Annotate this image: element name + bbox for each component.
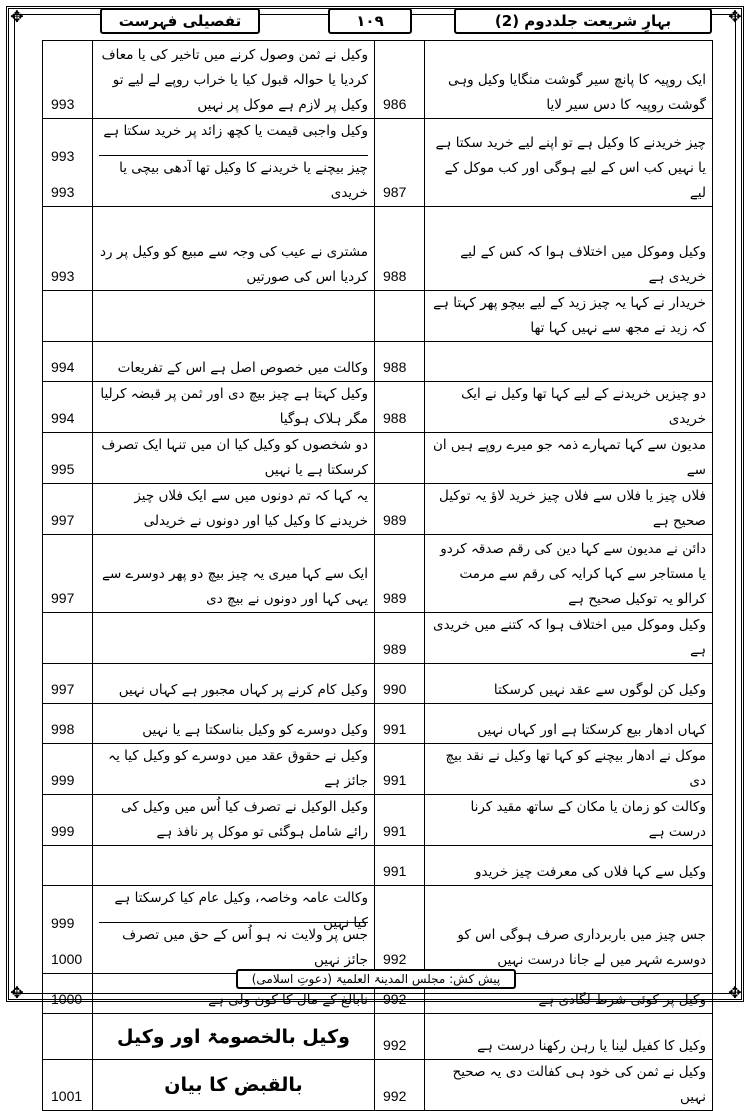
footer-publisher: پیش کش: مجلس المدینۃ العلمیۃ (دعوتِ اسلامی): [236, 969, 517, 989]
right-page-number: 992: [375, 1014, 425, 1060]
right-topic: وکیل کن لوگوں سے عقد نہیں کرسکتا: [425, 664, 713, 704]
left-page-number: 993: [51, 148, 75, 164]
left-topic: [93, 119, 375, 207]
left-page-number: 993: [43, 41, 93, 119]
left-page-number: 1000: [43, 974, 93, 1014]
corner-ornament-icon: ✥: [728, 983, 742, 1002]
right-page-number: 991: [375, 795, 425, 846]
section-heading: وکیل بالخصومۃ اور وکیل: [93, 1014, 375, 1060]
table-row: [43, 886, 713, 974]
left-topic: [93, 613, 375, 664]
left-topic: یہ کہا کہ تم دونوں میں سے ایک فلاں چیز خریدنے کا وکیل کیا اور دونوں نے خریدلی: [93, 484, 375, 535]
left-page-number: [43, 886, 93, 974]
left-page-number: [43, 119, 93, 207]
right-page-number: 986: [375, 41, 425, 119]
page-number: ۱۰۹: [328, 8, 412, 34]
right-topic: خریدار نے کہا یہ چیز زید کے لیے بیچو پھر کہتا ہے کہ زید نے مجھ سے نہیں کہا تھا: [425, 291, 713, 342]
left-page-number: 997: [43, 484, 93, 535]
table-row: [43, 613, 713, 664]
left-topic: [93, 291, 375, 342]
left-topic: وکالت میں خصوص اصل ہے اس کے تفریعات: [93, 342, 375, 382]
table-row: [43, 207, 713, 291]
table-row: [43, 535, 713, 613]
left-topic: وکالت عامہ وخاصہ، وکیل عام کیا کرسکتا ہے کیا نہیں: [99, 886, 368, 923]
left-page-number: 994: [43, 382, 93, 433]
right-topic: چیز خریدنے کا وکیل ہے تو اپنے لیے خرید سکتا ہے یا نہیں کب اس کے لیے ہوگی اور کب موکل کے لیے: [425, 119, 713, 207]
right-page-number: [375, 291, 425, 342]
table-row: [43, 342, 713, 382]
right-page-number: 989: [375, 613, 425, 664]
table-row: [43, 704, 713, 744]
right-page-number: 992: [375, 886, 425, 974]
left-page-number: [43, 846, 93, 886]
left-page-number: 997: [43, 535, 93, 613]
table-row: [43, 433, 713, 484]
left-topic: وکیل واجبی قیمت یا کچھ زائد پر خرید سکتا ہے: [99, 119, 368, 156]
table-row: [43, 795, 713, 846]
table-row: [43, 484, 713, 535]
left-page-number: [43, 613, 93, 664]
page-header: [40, 6, 712, 36]
right-topic: کہاں ادھار بیع کرسکتا ہے اور کہاں نہیں: [425, 704, 713, 744]
left-page-number: 997: [43, 664, 93, 704]
right-page-number: 991: [375, 704, 425, 744]
table-row: [43, 41, 713, 119]
right-page-number: 987: [375, 119, 425, 207]
left-page-number: 1000: [51, 951, 83, 967]
left-page-number: 995: [43, 433, 93, 484]
left-topic: دو شخصوں کو وکیل کیا ان میں تنہا ایک تصرف کرسکتا ہے یا نہیں: [93, 433, 375, 484]
corner-ornament-icon: ✥: [728, 7, 742, 26]
right-topic: دو چیزیں خریدنے کے لیے کہا تھا وکیل نے ایک خریدی: [425, 382, 713, 433]
left-page-number: 999: [43, 795, 93, 846]
right-topic: جس چیز میں باربرداری صرف ہوگی اس کو دوسرے شہر میں لے جانا درست نہیں: [425, 886, 713, 974]
right-page-number: 989: [375, 535, 425, 613]
right-page-number: 991: [375, 846, 425, 886]
right-topic: وکیل سے کہا فلاں کی معرفت چیز خریدو: [425, 846, 713, 886]
right-topic: دائن نے مدیون سے کہا دین کی رقم صدقہ کردو یا مستاجر سے کہا کرایہ کی رقم سے مرمت کرالو یہ توکیل صحیح ہے: [425, 535, 713, 613]
left-page-number: 993: [51, 184, 75, 200]
left-page-number: 993: [43, 207, 93, 291]
right-topic: [425, 342, 713, 382]
index-table: [42, 40, 713, 1111]
left-topic: وکیل کام کرنے پر کہاں مجبور ہے کہاں نہیں: [93, 664, 375, 704]
right-topic: وکیل پر کوئی شرط لگادی ہے: [425, 974, 713, 1014]
left-topic: نابالغ کے مال کا کون ولی ہے: [93, 974, 375, 1014]
right-page-number: 988: [375, 382, 425, 433]
left-topic: [93, 846, 375, 886]
left-page-number: 1001: [43, 1060, 93, 1111]
left-topic: جس پر ولایت نہ ہو اُس کے حق میں تصرف جائز نہیں: [122, 927, 368, 968]
page-footer: [0, 968, 752, 989]
right-topic: وکیل وموکل میں اختلاف ہوا کہ کتنے میں خریدی ہے: [425, 613, 713, 664]
corner-ornament-icon: ✥: [10, 983, 24, 1002]
table-row: [43, 1060, 713, 1111]
right-topic: وکیل نے ثمن کی خود ہی کفالت دی یہ صحیح نہیں: [425, 1060, 713, 1111]
left-page-number: [43, 291, 93, 342]
table-row: [43, 291, 713, 342]
right-page-number: 990: [375, 664, 425, 704]
left-page-number: 994: [43, 342, 93, 382]
right-page-number: [375, 433, 425, 484]
left-page-number: [43, 1014, 93, 1060]
left-topic: چیز بیچنے یا خریدنے کا وکیل تھا آدھی بیچی یا خریدی: [119, 160, 368, 201]
left-topic: وکیل نے ثمن وصول کرنے میں تاخیر کی یا معاف کردیا یا حوالہ قبول کیا یا خراب روپے لے لیے تو وکیل پر لازم ہے موکل پر نہیں: [93, 41, 375, 119]
table-row: [43, 664, 713, 704]
right-topic: فلاں چیز یا فلاں سے فلاں چیز خرید لاؤ یہ توکیل صحیح ہے: [425, 484, 713, 535]
left-topic: وکیل کہتا ہے چیز بیچ دی اور ثمن پر قبضہ کرلیا مگر ہلاک ہوگیا: [93, 382, 375, 433]
right-topic: وکیل کا کفیل لینا یا رہن رکھنا درست ہے: [425, 1014, 713, 1060]
right-page-number: 992: [375, 1060, 425, 1111]
right-page-number: 989: [375, 484, 425, 535]
left-page-number: 998: [43, 704, 93, 744]
right-page-number: 991: [375, 744, 425, 795]
table-row: [43, 846, 713, 886]
left-topic: [93, 886, 375, 974]
right-topic: وکالت کو زمان یا مکان کے ساتھ مقید کرنا درست ہے: [425, 795, 713, 846]
table-row: [43, 1014, 713, 1060]
right-page-number: 988: [375, 207, 425, 291]
left-page-number: 999: [43, 744, 93, 795]
table-row: [43, 382, 713, 433]
left-page-number: 999: [51, 915, 75, 931]
right-page-number: 992: [375, 974, 425, 1014]
right-topic: ایک روپیہ کا پانچ سیر گوشت منگایا وکیل وہی گوشت روپیہ کا دس سیر لایا: [425, 41, 713, 119]
section-title: تفصیلی فہرست: [100, 8, 260, 34]
right-topic: وکیل وموکل میں اختلاف ہوا کہ کس کے لیے خریدی ہے: [425, 207, 713, 291]
left-topic: مشتری نے عیب کی وجہ سے مبیع کو وکیل پر رد کردیا اس کی صورتیں: [93, 207, 375, 291]
left-topic: وکیل نے حقوق عقد میں دوسرے کو وکیل کیا یہ جائز ہے: [93, 744, 375, 795]
table-row: [43, 119, 713, 207]
right-topic: مدیون سے کہا تمہارے ذمہ جو میرے روپے ہیں ان سے: [425, 433, 713, 484]
right-page-number: 988: [375, 342, 425, 382]
left-topic: ایک سے کہا میری یہ چیز بیچ دو پھر دوسرے سے یہی کہا اور دونوں نے بیچ دی: [93, 535, 375, 613]
table-row: [43, 744, 713, 795]
book-title: بہارِ شریعت جلددوم (2): [454, 8, 712, 34]
left-topic: وکیل الوکیل نے تصرف کیا اُس میں وکیل کی رائے شامل ہوگئی تو موکل پر نافذ ہے: [93, 795, 375, 846]
section-heading: بالقبض کا بیان: [93, 1060, 375, 1111]
right-topic: موکل نے ادھار بیچنے کو کہا تھا وکیل نے نقد بیچ دی: [425, 744, 713, 795]
corner-ornament-icon: ✥: [10, 7, 24, 26]
left-topic: وکیل دوسرے کو وکیل بناسکتا ہے یا نہیں: [93, 704, 375, 744]
